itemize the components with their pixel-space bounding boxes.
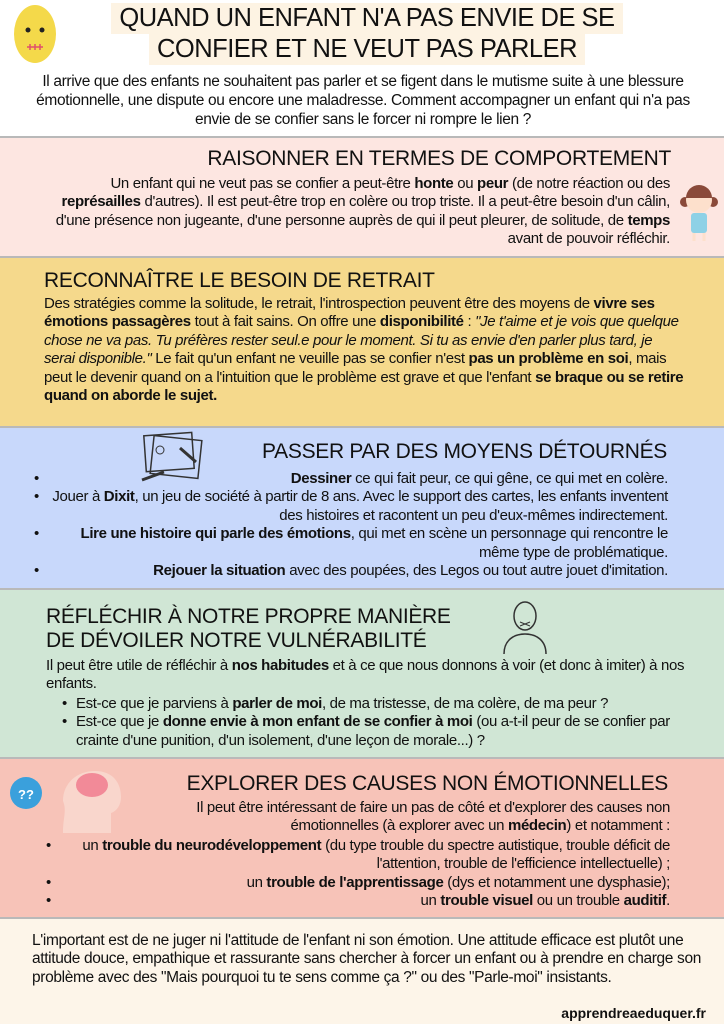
text-segment: un <box>246 873 267 891</box>
silent-person-icon <box>500 596 550 654</box>
bold-text: donne envie à mon enfant de se confier à moi <box>162 713 473 731</box>
text-segment: et à ce que nous donnons à voir (et donc à imiter) à nos enfants. <box>46 657 685 693</box>
bullet-list <box>60 837 670 911</box>
bold-text: trouble visuel <box>440 892 533 910</box>
text-segment: : <box>463 313 476 331</box>
list-item <box>60 892 670 910</box>
text-segment: Est-ce que je parviens à <box>76 695 233 712</box>
bold-text: Rejouer la situation <box>153 562 286 580</box>
bold-text: honte <box>414 175 454 192</box>
text-segment: un <box>420 892 441 910</box>
text-segment: Il peut être intéressant de faire un pas de côté et d'explorer des causes non émotionnelles (à explorer avec un <box>196 799 670 835</box>
list-item <box>48 525 668 562</box>
bold-text: temps <box>627 211 670 229</box>
section-withdrawal <box>0 256 724 426</box>
bold-text: peur <box>477 175 509 192</box>
text-segment: (du type trouble du spectre autistique, trouble déficit de l'attention, trouble de l'efficience intellectuelle) ; <box>321 837 670 873</box>
text-segment: avant de pouvoir réfléchir. <box>507 230 670 248</box>
text-segment: un <box>82 837 103 854</box>
list-item <box>48 562 668 580</box>
section-title: RAISONNER EN TERMES DE COMPORTEMENT <box>207 147 671 170</box>
text-segment: ou <box>453 175 478 192</box>
bold-text: vivre ses émotions passagères <box>44 295 655 331</box>
page-title <box>92 3 642 65</box>
website-link[interactable]: apprendreaeduquer.fr <box>561 1005 706 1021</box>
text-segment: (dys et notamment une dysphasie); <box>443 873 670 891</box>
section-vulnerability <box>0 588 724 757</box>
bold-text: médecin <box>507 817 567 835</box>
conclusion-text: L'important est de ne juger ni l'attitude de l'enfant ni son émotion. Une attitude efficace est plutôt une attitude douce, empathique et rassurante sans chercher à forcer un enfant ou à prendre en charge son problème avec des "Mais pourquoi tu te sens comme ça ?" ou des "Parle-moi" insistants. <box>32 932 701 986</box>
bold-text: parler de moi <box>232 695 322 712</box>
section-title: RECONNAÎTRE LE BESOIN DE RETRAIT <box>44 269 435 292</box>
text-segment: avec des poupées, des Legos ou tout autre jouet d'imitation. <box>285 562 668 580</box>
text-segment: , un jeu de société à partir de 8 ans. Avec le support des cartes, les enfants inventent des histoires et racontent un peu d'eux-mêmes indirectement. <box>134 488 668 524</box>
section-title: EXPLORER DES CAUSES NON ÉMOTIONNELLES <box>186 772 668 795</box>
footer <box>0 917 724 1024</box>
list-item <box>76 695 706 713</box>
section-title <box>46 605 451 653</box>
section-body <box>46 657 696 694</box>
text-segment: Le fait qu'un enfant ne veuille pas se confier n'est <box>151 350 469 368</box>
text-segment: , qui met en scène un personnage qui rencontre le même type de problématique. <box>350 525 668 561</box>
section-non-emotional-causes <box>0 757 724 917</box>
title-line-2: DE DÉVOILER NOTRE VULNÉRABILITÉ <box>46 629 427 652</box>
title-line-2: CONFIER ET NE VEUT PAS PARLER <box>149 34 585 65</box>
text-segment: Est-ce que je <box>76 713 163 731</box>
italic-quote: "Je t'aime et je vois que quelque chose ne va pas. Tu préfères rester seul.e pour le moment. Si tu as envie d'en parler plus tard, je serai disponible." <box>44 313 679 368</box>
text-segment: (ou a-t-il peur de se confier par crainte d'une punition, d'un isolement, d'une leçon de morale...) ? <box>76 713 670 749</box>
text-segment: Des stratégies comme la solitude, le retrait, l'introspection peuvent être des moyens de <box>44 295 594 312</box>
list-item <box>60 837 670 874</box>
list-item <box>76 713 706 750</box>
text-segment: Il peut être utile de réfléchir à <box>46 657 232 674</box>
bold-text: Dessiner <box>290 470 352 487</box>
list-item <box>60 874 670 892</box>
text-segment: ) et notamment : <box>566 817 670 835</box>
text-segment: Un enfant qui ne veut pas se confier a peut-être <box>110 175 415 192</box>
bold-text: trouble de l'apprentissage <box>266 873 444 891</box>
bold-text: trouble du neurodéveloppement <box>102 837 322 854</box>
text-segment: d'autres). Il est peut-être trop en colère ou trop triste. Il a peut-être besoin d'un câlin, d'une présence non jugeante, d'une personne auprès de qui il peut pleurer, de solitude, de <box>55 193 670 229</box>
bullet-list <box>48 470 668 580</box>
title-line-1: RÉFLÉCHIR À NOTRE PROPRE MANIÈRE <box>46 605 451 628</box>
silent-face-icon <box>13 4 57 64</box>
text-segment: , mais peut le devenir quand on a l'intuition que le problème est grave et que l'enfant <box>44 350 667 386</box>
bold-text: pas un problème en soi <box>468 350 629 368</box>
text-segment: ou un trouble <box>532 892 624 910</box>
section-body <box>40 175 670 249</box>
brain-question-icon <box>8 763 123 833</box>
intro-text: Il arrive que des enfants ne souhaitent pas parler et se figent dans le mutisme suite à une blessure émotionnelle, une dispute ou encore une maladresse. Comment accompagner un enfant qui n'a pas envie de se confier sans le forcer ni rompre le lien ? <box>36 73 690 128</box>
sad-girl-icon <box>677 184 721 244</box>
bold-text: Lire une histoire qui parle des émotions <box>80 525 351 543</box>
title-line-1: QUAND UN ENFANT N'A PAS ENVIE DE SE <box>111 3 622 34</box>
section-indirect-means <box>0 426 724 588</box>
bold-text: nos habitudes <box>231 657 329 674</box>
text-segment: (de notre réaction ou des <box>508 175 670 192</box>
section-behaviour <box>0 136 724 256</box>
text-segment: tout à fait sains. On offre une <box>190 313 380 331</box>
text-segment: , de ma tristesse, de ma colère, de ma peur ? <box>322 695 609 712</box>
header <box>0 0 724 136</box>
section-body <box>120 799 670 836</box>
section-body <box>44 295 684 405</box>
bold-text: représailles <box>61 193 141 211</box>
text-segment: . <box>666 892 670 910</box>
bold-text: auditif <box>623 892 667 910</box>
text-segment: Jouer à <box>52 488 104 506</box>
bold-text: se braque ou se retire quand on aborde le sujet. <box>44 368 684 405</box>
bullet-list <box>76 695 706 750</box>
bold-text: disponibilité <box>379 313 464 331</box>
list-item <box>48 488 668 525</box>
text-segment: ce qui fait peur, ce qui gêne, ce qui met en colère. <box>351 470 668 487</box>
section-title: PASSER PAR DES MOYENS DÉTOURNÉS <box>262 440 667 463</box>
bold-text: Dixit <box>103 488 135 506</box>
svg-text:??: ?? <box>18 787 34 802</box>
list-item <box>48 470 668 488</box>
